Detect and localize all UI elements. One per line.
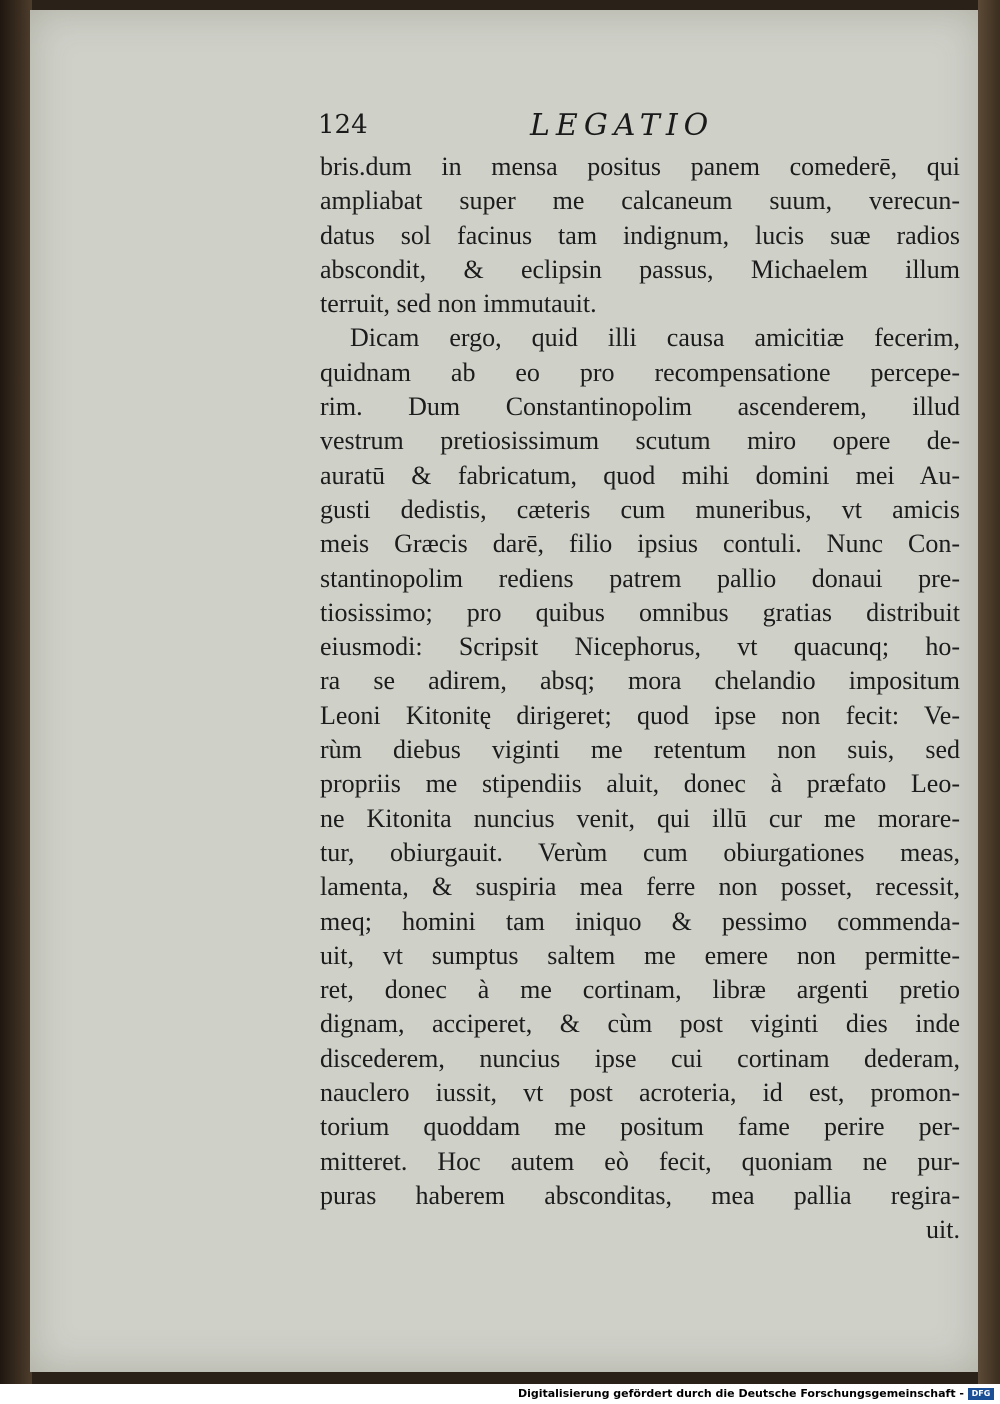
text-line: datus sol facinus tam indignum, lucis suæ radios (320, 220, 960, 250)
text-line: Dicam ergo, quid illi causa amicitiæ fecerim, (350, 323, 960, 353)
text-line: lamenta, & suspiria mea ferre non posset, recessit, (320, 872, 960, 902)
text-line: discederem, nuncius ipse cui cortinam dederam, (320, 1043, 960, 1073)
page-number: 124 (318, 110, 368, 140)
text-line: quidnam ab eo pro recompensatione percepe- (320, 357, 960, 387)
text-line: meis Græcis darē, filio ipsius contuli. Nunc Con- (320, 529, 960, 559)
text-line: dignam, acciperet, & cùm post viginti dies inde (320, 1009, 960, 1039)
text-line: auratū & fabricatum, quod mihi domini mei Au- (320, 460, 960, 490)
text-line: rim. Dum Constantinopolim ascenderem, illud (320, 392, 960, 422)
text-line: eiusmodi: Scripsit Nicephorus, vt quacunq; ho- (320, 632, 960, 662)
text-line: rùm diebus viginti me retentum non suis, sed (320, 735, 960, 765)
running-title: LEGATIO (530, 108, 715, 143)
digitization-footer (0, 1384, 1000, 1404)
book-binding-edge (0, 0, 32, 1384)
text-line: ampliabat super me calcaneum suum, verecun- (320, 186, 960, 216)
text-line: torium quoddam me positum fame perire per- (320, 1112, 960, 1142)
text-line: tur, obiurgauit. Verùm cum obiurgationes meas, (320, 837, 960, 867)
text-line: ne Kitonita nuncius venit, qui illū cur me morare- (320, 803, 960, 833)
text-line: tiosissimo; pro quibus omnibus gratias distribuit (320, 597, 960, 627)
text-line: uit, vt sumptus saltem me emere non permitte- (320, 940, 960, 970)
catchword: uit. (926, 1215, 960, 1245)
running-head (318, 108, 758, 148)
body-text (320, 150, 960, 1248)
text-line: ra se adirem, absq; mora chelandio impositum (320, 666, 960, 696)
text-line: ret, donec à me cortinam, libræ argenti pretio (320, 975, 960, 1005)
text-line: propriis me stipendiis aluit, donec à præfato Leo- (320, 769, 960, 799)
text-line: bris.dum in mensa positus panem comederē, qui (320, 152, 960, 181)
text-line: terruit, sed non immutauit. (320, 289, 597, 319)
text-line: abscondit, & eclipsin passus, Michaelem illum (320, 254, 960, 284)
text-line: puras haberem absconditas, mea pallia regira- (320, 1180, 960, 1210)
text-line: mitteret. Hoc autem eò fecit, quoniam ne pur- (320, 1146, 960, 1176)
text-line: gusti dedistis, cæteris cum muneribus, vt amicis (320, 494, 960, 524)
text-line: vestrum pretiosissimum scutum miro opere de- (320, 426, 960, 456)
text-line: Leoni Kitonitę dirigeret; quod ipse non fecit: Ve- (320, 700, 960, 730)
text-line: stantinopolim rediens patrem pallio donaui pre- (320, 563, 960, 593)
text-line: nauclero iussit, vt post acroteria, id est, promon- (320, 1078, 960, 1108)
dfg-logo: DFG (968, 1388, 994, 1400)
page-edge-right (978, 0, 1000, 1384)
text-line: meq; homini tam iniquo & pessimo commenda- (320, 906, 960, 936)
funding-credit: Digitalisierung gefördert durch die Deutsche Forschungsgemeinschaft - (517, 1387, 964, 1400)
